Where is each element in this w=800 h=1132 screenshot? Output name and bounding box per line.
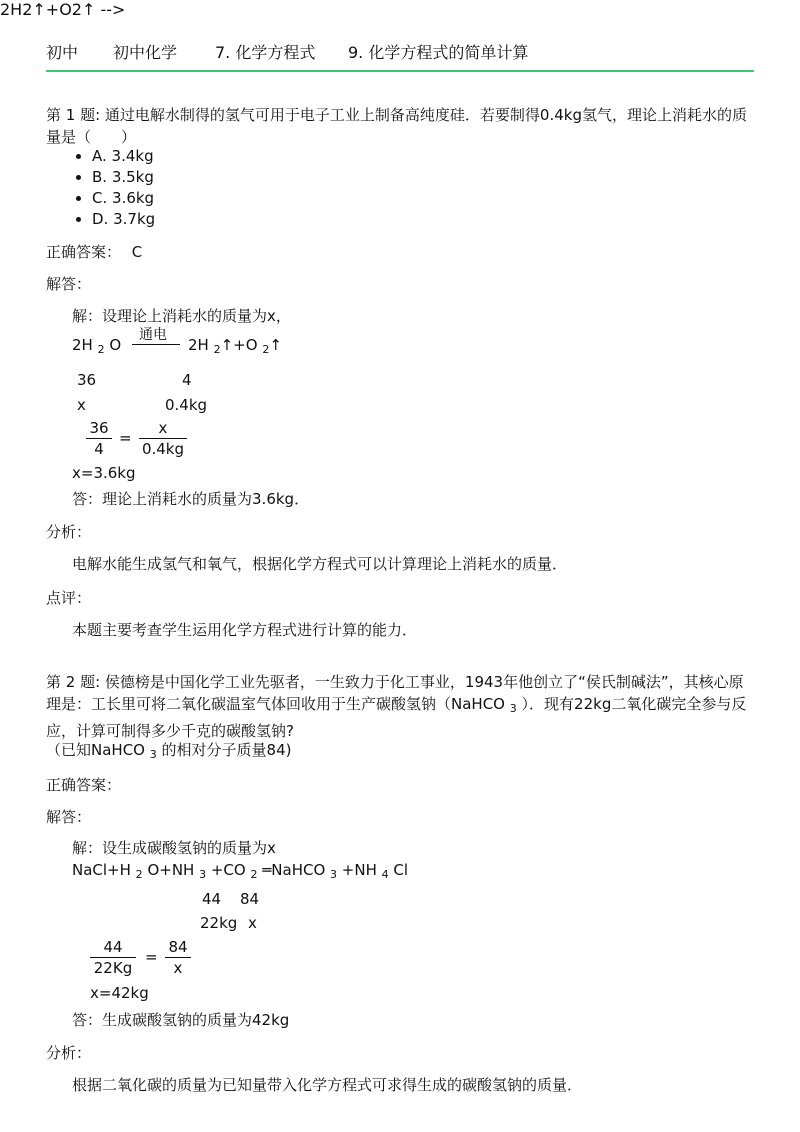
breadcrumb-level-4[interactable]: 9. 化学方程式的简单计算: [348, 43, 529, 62]
q1-fraction-equals: =: [119, 429, 132, 447]
q1-fraction-right-den: 0.4kg: [139, 438, 187, 459]
q2-fraction-left-den: 22Kg: [90, 957, 136, 978]
q1-final-answer: 答：理论上消耗水的质量为3.6kg．: [72, 490, 310, 508]
q1-option-b: • B. 3.5kg: [92, 167, 155, 188]
q1-analysis-label: 分析：: [46, 523, 92, 541]
q2-note-part-b: 的相对分子质量84): [161, 741, 292, 759]
q2-answer-label: 正确答案：: [46, 776, 122, 794]
q1-answer-value: C: [131, 243, 143, 261]
q1-equation-left: 2H $_2$ O: [72, 336, 122, 356]
q1-fraction-right: [139, 418, 187, 459]
q2-fraction-left-num: 44: [103, 938, 123, 956]
q2-equation: NaCl+H $_2$ O+NH $_3$ +CO $_2$ ═NaHCO $_3$ +NH $_4$ Cl: [72, 861, 409, 881]
q1-solution-label: 解答：: [46, 275, 92, 293]
breadcrumb-level-1[interactable]: 初中: [46, 43, 79, 62]
q1-equation-arrow: [132, 344, 180, 345]
q2-note-part-a: （已知NaHCO: [46, 741, 145, 759]
q1-options: [72, 146, 155, 230]
q2-fraction-right-den: x: [165, 957, 191, 978]
q1-equation-condition: 通电: [139, 327, 167, 343]
q2-fraction-equals: =: [145, 948, 158, 966]
q1-comment-text: 本题主要考查学生运用化学方程式进行计算的能力．: [72, 621, 418, 639]
q1-answer-row: [46, 241, 142, 262]
breadcrumb-level-2[interactable]: 初中化学: [113, 43, 178, 62]
q2-stem-part-b: ）．现有22kg二氧化碳完全参与反应，计算可制得多少千克的碳酸氢钠?: [46, 695, 747, 740]
q1-stem: 第 1 题: 通过电解水制得的氢气可用于电子工业上制备高纯度硅．若要制得0.4kg氢气，理论上消耗水的质量是（ ）: [46, 106, 747, 146]
q2-stem-part-a: 第 2 题: 侯德榜是中国化学工业先驱者，一生致力于化工事业，1943年他创立了“侯氏制碱法”，其核心原理是：工长里可将二氧化碳温室气体回收用于生产碳酸氢钠（NaHCO: [46, 673, 744, 713]
q2-fraction-right: [165, 937, 191, 978]
q1-mass-right: 4: [182, 371, 192, 389]
q1-answer-label: 正确答案：: [46, 243, 122, 261]
q1-fraction-right-num: x: [158, 419, 168, 437]
breadcrumb-level-3[interactable]: 7. 化学方程式: [215, 43, 316, 62]
q2-solution-intro: 解：设生成碳酸氢钠的质量为x: [72, 839, 276, 857]
q2-solution-label: 解答：: [46, 808, 92, 826]
q2-mass-right: 84: [240, 890, 260, 908]
q2-var-left: 22kg: [200, 914, 238, 932]
q1-analysis-text: 电解水能生成氢气和氧气，根据化学方程式可以计算理论上消耗水的质量．: [72, 555, 568, 573]
q2-analysis-label: 分析：: [46, 1044, 92, 1062]
q2-fraction-right-num: 84: [168, 938, 188, 956]
q1-var-right: 0.4kg: [165, 396, 208, 414]
q2-result: x=42kg: [90, 984, 149, 1002]
q1-result: x=3.6kg: [72, 464, 136, 482]
q1-option-c: • C. 3.6kg: [92, 188, 155, 209]
q2-answer-row: [46, 774, 121, 795]
q2-analysis-text: 根据二氧化碳的质量为已知量带入化学方程式可求得生成的碳酸氢钠的质量．: [72, 1076, 583, 1094]
q2-var-right: x: [248, 914, 257, 932]
q1-mass-left: 36: [77, 371, 97, 389]
q1-var-left: x: [77, 396, 86, 414]
q1-fraction-left: [86, 418, 112, 459]
q2-fraction-left: [90, 937, 136, 978]
q2-stem: 第 2 题: 侯德榜是中国化学工业先驱者，一生致力于化工事业，1943年他创立了“侯氏制碱法”，其核心原理是：工长里可将二氧化碳温室气体回收用于生产碳酸氢钠（NaHCO $_3$ ）．现有22kg二氧化碳完全参与反应，计算可制得多少千克的碳酸氢钠?: [46, 673, 747, 740]
q1-solution-intro: 解：设理论上消耗水的质量为x，: [72, 307, 291, 325]
q1-comment-label: 点评：: [46, 589, 92, 607]
q2-mass-left: 44: [202, 890, 222, 908]
q1-fraction-left-den: 4: [86, 438, 112, 459]
header-divider: [46, 70, 754, 72]
q1-fraction-left-num: 36: [89, 419, 109, 437]
q1-option-d: • D. 3.7kg: [92, 209, 155, 230]
q1-option-a: • A. 3.4kg: [92, 146, 155, 167]
q2-final-answer: 答：生成碳酸氢钠的质量为42kg: [72, 1011, 290, 1029]
q1-equation-right: 2H $_2$↑+O $_2$↑: [188, 336, 282, 356]
q2-note: （已知NaHCO $_3$ 的相对分子质量84): [46, 741, 292, 761]
